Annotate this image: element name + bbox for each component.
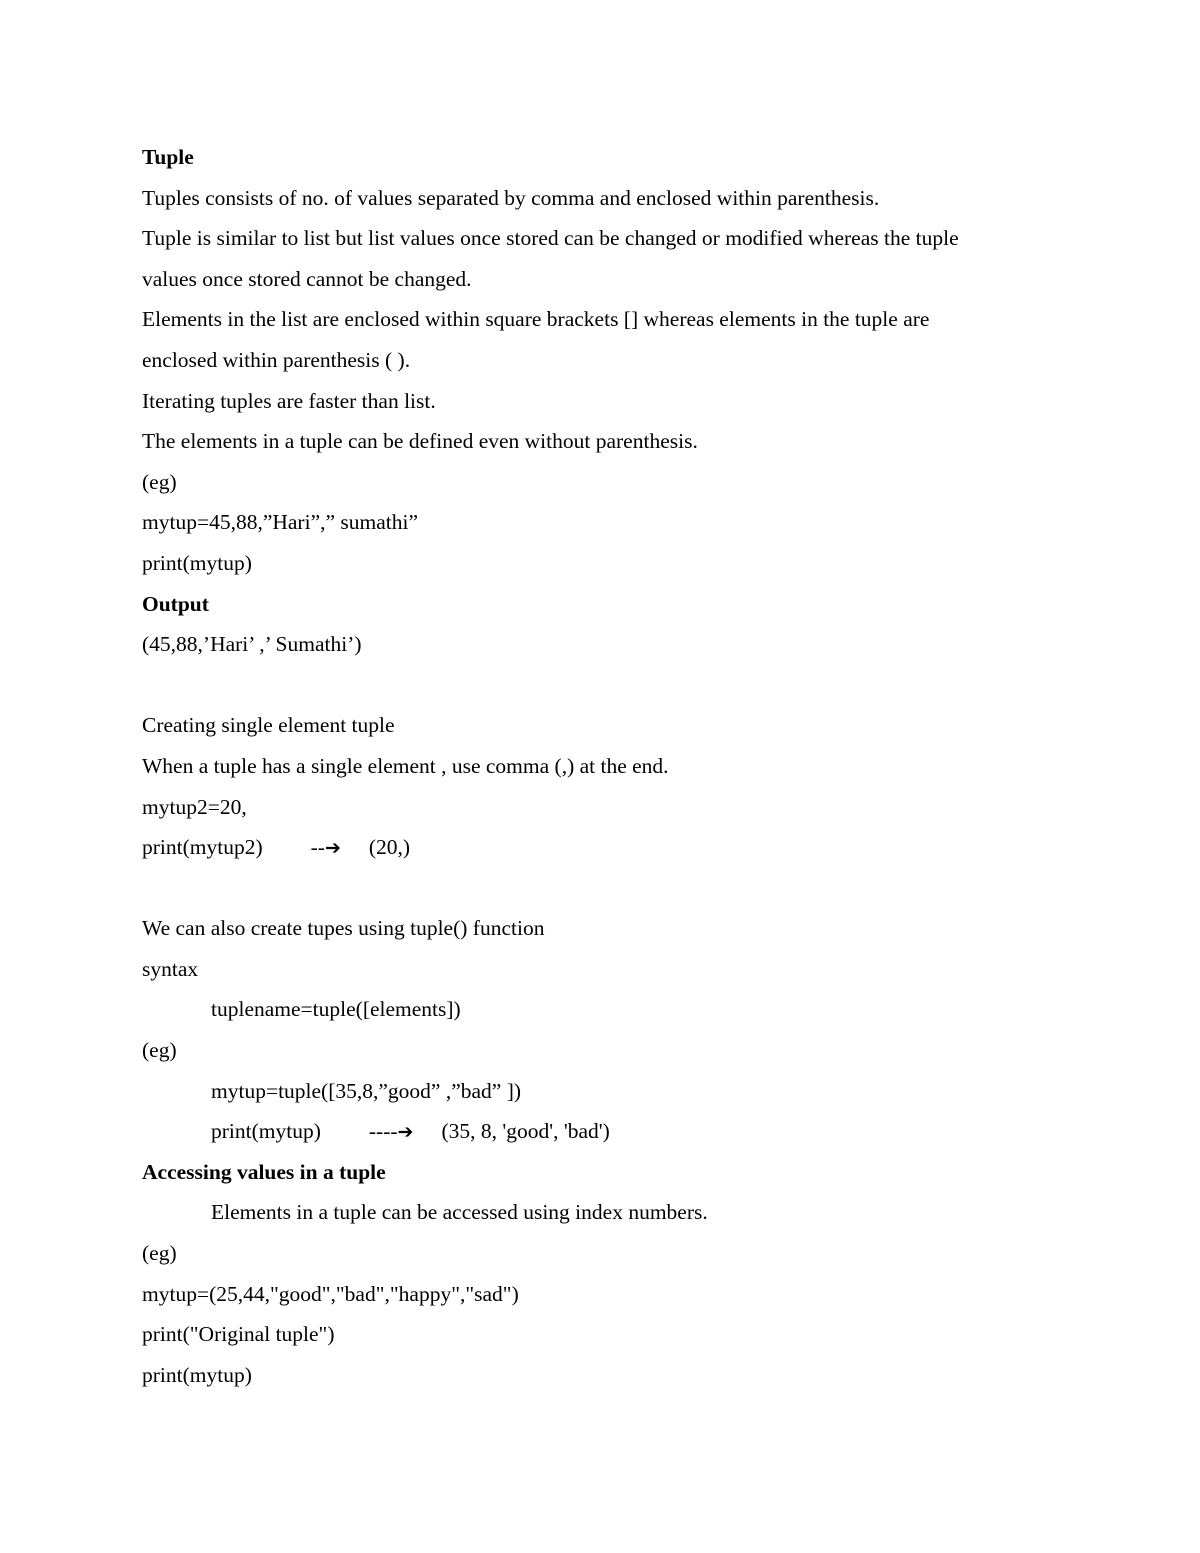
paragraph-comparison-line-2: values once stored cannot be changed.: [142, 266, 472, 291]
paragraph-iterating: Iterating tuples are faster than list.: [142, 388, 436, 413]
paragraph-accessing: Elements in a tuple can be accessed using index numbers.: [211, 1200, 708, 1225]
code-text: print(mytup): [211, 1119, 321, 1144]
code-line: mytup=45,88,”Hari”,” sumathi”: [142, 510, 419, 535]
heading-tuple: Tuple: [142, 145, 194, 169]
code-line-with-result: [142, 827, 1062, 868]
paragraph-brackets-line-2: enclosed within parenthesis ( ).: [142, 347, 411, 372]
code-text: print(mytup2): [142, 835, 263, 860]
section-title-tuple-function: We can also create tupes using tuple() function: [142, 916, 545, 941]
heading-output: Output: [142, 591, 209, 616]
paragraph-definition: Tuples consists of no. of values separated by comma and enclosed within parenthesis.: [142, 185, 880, 210]
example-label: (eg): [142, 1038, 177, 1063]
blank-line: [142, 868, 1062, 909]
code-line: print(mytup): [142, 550, 252, 575]
result-text: (20,): [368, 835, 411, 860]
right-arrow-icon: ➔: [324, 837, 341, 860]
paragraph-brackets-line-1: Elements in the list are enclosed within square brackets [] whereas elements in the tuple are: [142, 307, 930, 332]
document-body: [142, 137, 1062, 1395]
right-arrow-icon: ➔: [397, 1121, 414, 1144]
paragraph-comparison-line-1: Tuple is similar to list but list values once stored can be changed or modified whereas the tuple: [142, 226, 959, 251]
result-text: (35, 8, 'good', 'bad'): [441, 1119, 610, 1144]
code-line: print(mytup): [142, 1362, 252, 1387]
code-line: print("Original tuple"): [142, 1322, 335, 1347]
code-line: mytup=(25,44,"good","bad","happy","sad"): [142, 1281, 519, 1306]
heading-accessing-values: Accessing values in a tuple: [142, 1159, 386, 1184]
output-line: (45,88,’Hari’ ,’ Sumathi’): [142, 632, 362, 657]
paragraph-single-element: When a tuple has a single element , use comma (,) at the end.: [142, 753, 669, 778]
syntax-label: syntax: [142, 956, 199, 981]
section-title-single-element: Creating single element tuple: [142, 713, 395, 738]
code-line-with-result: [142, 1111, 1062, 1152]
paragraph-without-parenthesis: The elements in a tuple can be defined even without parenthesis.: [142, 429, 698, 454]
arrow-dashes: --: [310, 835, 325, 860]
example-label: (eg): [142, 1241, 177, 1266]
code-line: mytup=tuple([35,8,”good” ,”bad” ]): [211, 1078, 522, 1103]
blank-line: [142, 665, 1062, 706]
syntax-code: tuplename=tuple([elements]): [211, 997, 461, 1022]
arrow-dashes: ----: [368, 1119, 398, 1144]
example-label: (eg): [142, 469, 177, 494]
code-line: mytup2=20,: [142, 794, 247, 819]
